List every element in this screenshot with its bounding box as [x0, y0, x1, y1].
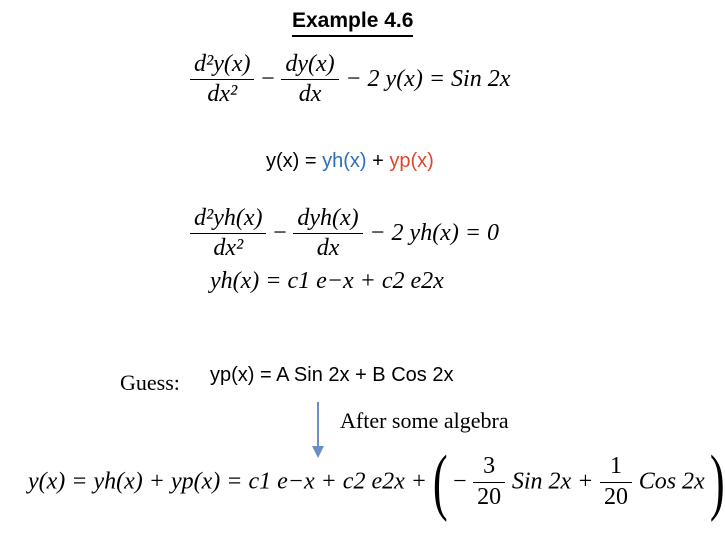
second-derivative-fraction: [190, 206, 266, 261]
frac-numerator: 1: [610, 453, 623, 480]
frac-numerator: d²y(x): [194, 51, 251, 77]
equation-rest: − 2 yh(x) = 0: [369, 220, 500, 247]
coefficient-fraction-1: [473, 454, 505, 509]
fraction-bar: [190, 79, 254, 80]
second-derivative-fraction: [190, 52, 254, 107]
coefficient-fraction-2: [600, 454, 632, 509]
frac-numerator: dy(x): [285, 51, 335, 77]
homogeneous-equation: [190, 206, 499, 261]
fraction-bar: [293, 233, 362, 234]
guess-equation: yp(x) = A Sin 2x + B Cos 2x: [210, 364, 454, 386]
guess-label: Guess:: [120, 370, 180, 395]
frac-denominator: dx²: [213, 235, 244, 262]
cos-term: Cos 2x: [638, 468, 705, 495]
fraction-bar: [473, 482, 505, 483]
right-paren: ): [710, 441, 725, 523]
minus-sign: −: [273, 220, 287, 247]
final-lhs: y(x) = yh(x) + yp(x) = c1 e−x + c2 e2x +: [28, 468, 427, 495]
down-arrow-icon: [308, 400, 328, 460]
frac-numerator: dyh(x): [297, 205, 359, 231]
frac-denominator: dx²: [207, 81, 238, 108]
frac-denominator: dx: [298, 81, 322, 108]
first-derivative-fraction: [281, 52, 338, 107]
algebra-note: After some algebra: [340, 408, 509, 433]
final-solution: [28, 441, 725, 523]
frac-denominator: 20: [604, 483, 629, 510]
sin-term: Sin 2x +: [511, 468, 594, 495]
homogeneous-solution: yh(x) = c1 e−x + c2 e2x: [210, 268, 444, 294]
minus-sign: −: [452, 468, 467, 495]
solution-lhs: y(x) =: [266, 150, 323, 172]
frac-numerator: d²yh(x): [194, 205, 263, 231]
solution-decomposition: [266, 150, 434, 173]
minus-sign: −: [261, 66, 275, 93]
fraction-bar: [600, 482, 632, 483]
frac-numerator: 3: [483, 453, 496, 480]
plus-sign: +: [366, 150, 390, 172]
differential-equation: [190, 52, 510, 107]
equation-rest: − 2 y(x) = Sin 2x: [345, 66, 511, 93]
frac-denominator: 20: [477, 483, 502, 510]
homogeneous-part: yh(x): [322, 150, 367, 172]
fraction-bar: [190, 233, 266, 234]
frac-denominator: dx: [316, 235, 340, 262]
left-paren: (: [432, 441, 448, 523]
page-title: Example 4.6: [292, 8, 413, 37]
first-derivative-fraction: [293, 206, 362, 261]
fraction-bar: [281, 79, 338, 80]
particular-part: yp(x): [389, 150, 434, 172]
